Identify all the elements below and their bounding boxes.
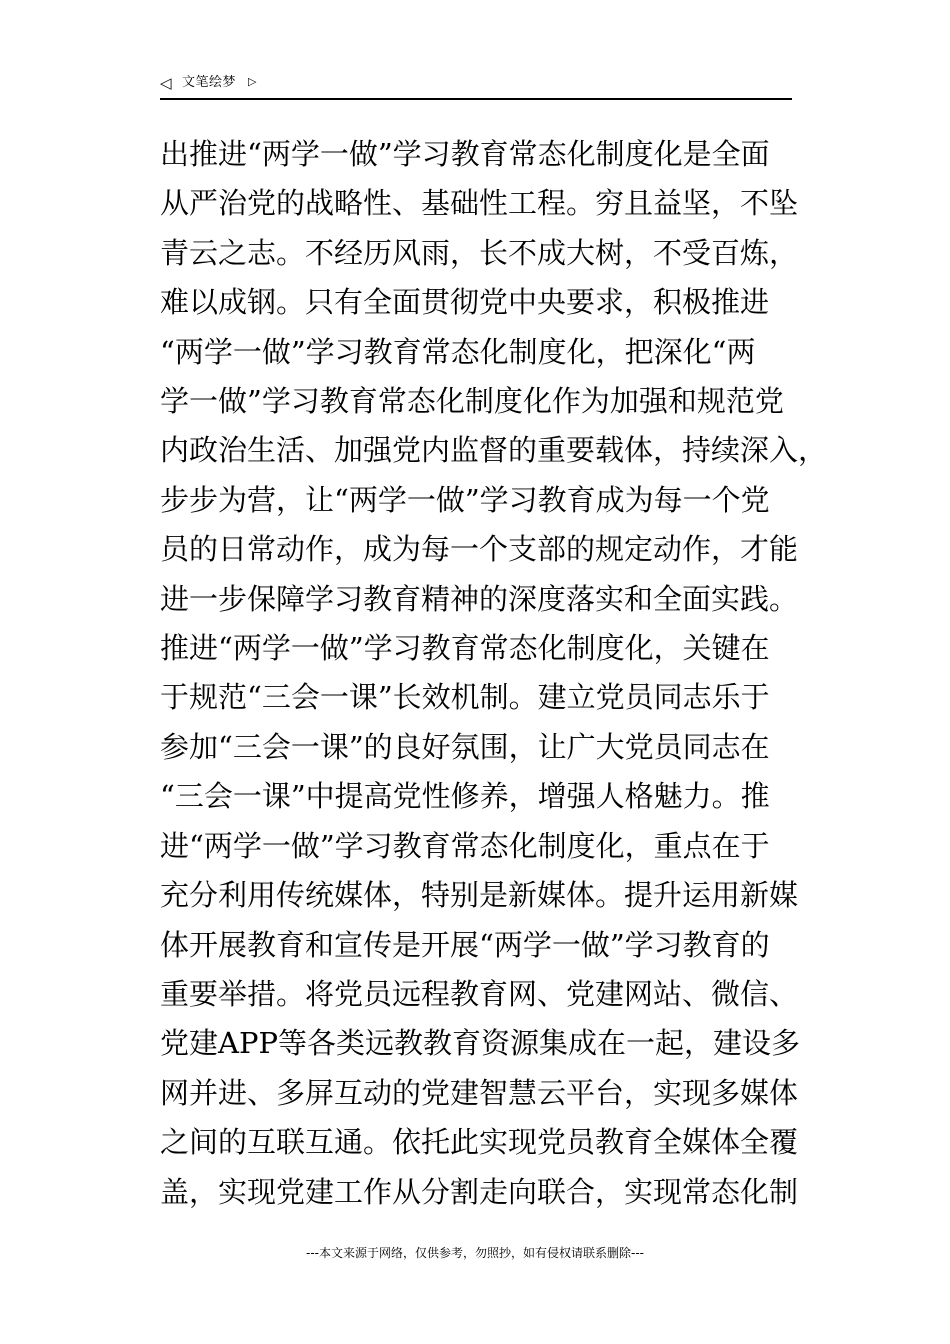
triangle-left-icon: ◁ xyxy=(160,74,172,92)
header-title: 文笔绘梦 xyxy=(182,75,237,90)
triangle-right-icon: ▷ xyxy=(248,75,257,88)
page-header xyxy=(160,72,792,100)
page-footer-disclaimer: ---本文来源于网络，仅供参考，勿照抄，如有侵权请联系删除--- xyxy=(306,1246,644,1260)
body-paragraph: 出推进“两学一做”学习教育常态化制度化是全面 从严治党的战略性、基础性工程。穷且益坚，不坠 青云之志。不经历风雨，长不成大树，不受百炼， 难以成钢。只有全面贯彻党中央要求，积极推进 “两学一做”学习教育常态化制度化，把深化“两 学一做”学习教育常态化制度化作为加强和规范党 内政治生活、加强党内监督的重要载体，持续深入， 步步为营，让“两学一做”学习教育成为每一个党 员的日常动作，成为每一个支部的规定动作，才能 进一步保障学习教育精神的深度落实和全面实践。 推进“两学一做”学习教育常态化制度化，关键在 于规范“三会一课”长效机制。建立党员同志乐于 参加“三会一课”的良好氛围，让广大党员同志在 “三会一课”中提高党性修养，增强人格魅力。推 进“两学一做”学习教育常态化制度化，重点在于 充分利用传统媒体，特别是新媒体。提升运用新媒 体开展教育和宣传是开展“两学一做”学习教育的 重要举措。将党员远程教育网、党建网站、微信、 党建APP等各类远教教育资源集成在一起，建设多 网并进、多屏互动的党建智慧云平台，实现多媒体 之间的互联互通。依托此实现党员教育全媒体全覆 盖，实现党建工作从分割走向联合，实现常态化制 xyxy=(160,137,828,1209)
